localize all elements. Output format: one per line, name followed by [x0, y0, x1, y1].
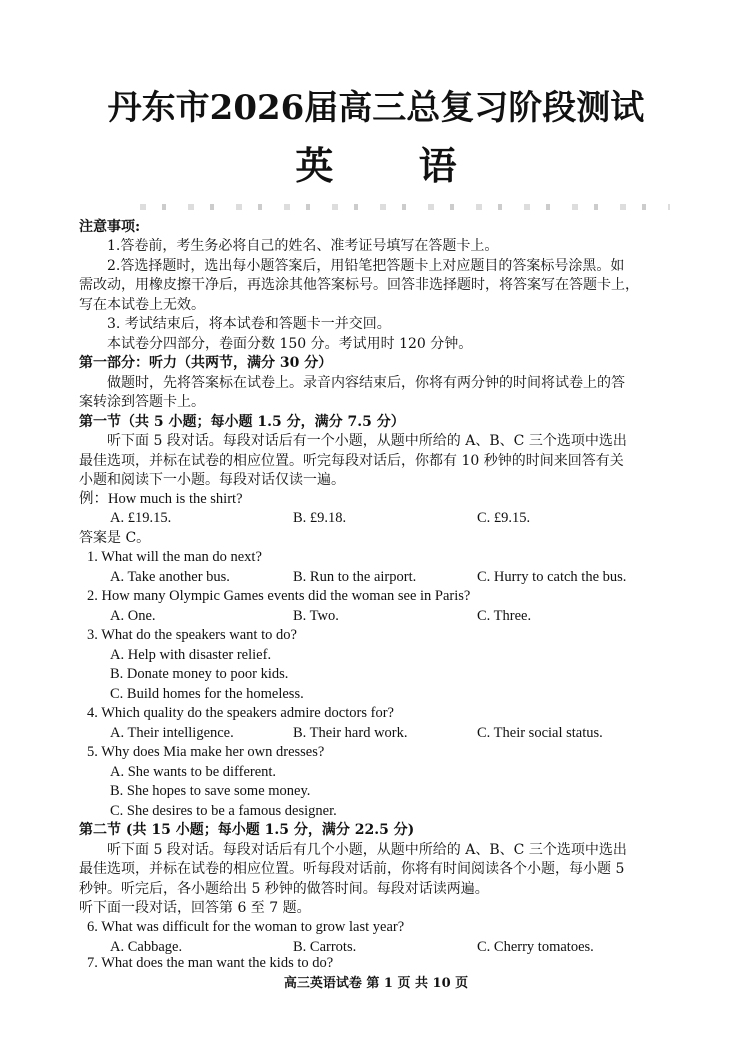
question-1: 1. What will the man do next? [87, 549, 262, 565]
q3-option-b: B. Donate money to poor kids. [110, 666, 289, 682]
q6-option-c: C. Cherry tomatoes. [477, 939, 594, 955]
section1-heading: 第一节（共 5 小题；每小题 1.5 分，满分 7.5 分） [79, 414, 405, 430]
note-4: 本试卷分四部分，卷面分数 150 分。考试用时 120 分钟。 [107, 336, 473, 352]
question-2: 2. How many Olympic Games events did the woman see in Paris? [87, 588, 471, 604]
page-footer: 高三英语试卷 第 1 页 共 10 页 [283, 976, 469, 991]
note-2-line-1: 2.答选择题时，选出每小题答案后，用铅笔把答题卡上对应题目的答案标号涂黑。如 [107, 258, 625, 274]
q1-option-b: B. Run to the airport. [293, 569, 417, 585]
example-option-a: A. £19.15. [110, 510, 172, 526]
q5-option-c: C. She desires to be a famous designer. [110, 803, 337, 819]
q1-option-c: C. Hurry to catch the bus. [477, 569, 627, 585]
section1-intro-line-3: 小题和阅读下一小题。每段对话仅读一遍。 [79, 472, 345, 488]
note-3: 3. 考试结束后，将本试卷和答题卡一并交回。 [107, 316, 391, 332]
q5-option-a: A. She wants to be different. [110, 764, 277, 780]
example-option-c: C. £9.15. [477, 510, 531, 526]
q4-option-b: B. Their hard work. [293, 725, 408, 741]
part1-heading: 第一部分：听力（共两节，满分 30 分） [79, 355, 333, 371]
q4-option-a: A. Their intelligence. [110, 725, 234, 741]
q6-option-a: A. Cabbage. [110, 939, 183, 955]
section2-intro-line-3: 秒钟。听完后，各小题给出 5 秒钟的做答时间。每段对话读两遍。 [79, 881, 489, 897]
q3-option-c: C. Build homes for the homeless. [110, 686, 304, 702]
section2-group-1-instruction: 听下面一段对话，回答第 6 至 7 题。 [79, 900, 311, 916]
q6-option-b: B. Carrots. [293, 939, 357, 955]
q2-option-a: A. One. [110, 608, 156, 624]
note-1: 1.答卷前，考生务必将自己的姓名、准考证号填写在答题卡上。 [107, 238, 499, 254]
section2-intro-line-2: 最佳选项，并标在试卷的相应位置。听每段对话前，你将有时间阅读各个小题，每小题 5 [79, 861, 625, 877]
scan-noise-strip [140, 204, 670, 210]
question-6: 6. What was difficult for the woman to grow last year? [87, 919, 405, 935]
q2-option-c: C. Three. [477, 608, 532, 624]
part1-intro-line-1: 做题时，先将答案标在试卷上。录音内容结束后，你将有两分钟的时间将试卷上的答 [107, 375, 625, 391]
section2-intro-line-1: 听下面 5 段对话。每段对话后有几个小题，从题中所给的 A、B、C 三个选项中选出 [107, 842, 627, 858]
notes-heading: 注意事项: [79, 219, 141, 235]
question-7: 7. What does the man want the kids to do? [87, 955, 334, 971]
exam-title: 丹东市2026届高三总复习阶段测试 [107, 88, 645, 128]
section1-intro-line-2: 最佳选项，并标在试卷的相应位置。听完每段对话后，你都有 10 秒钟的时间来回答有关 [79, 453, 624, 469]
example-option-b: B. £9.18. [293, 510, 347, 526]
section2-heading: 第二节 (共 15 小题；每小题 1.5 分，满分 22.5 分) [79, 822, 415, 838]
part1-intro-line-2: 案转涂到答题卡上。 [79, 394, 205, 410]
q5-option-b: B. She hopes to save some money. [110, 783, 311, 799]
note-2-line-3: 写在本试卷上无效。 [79, 297, 205, 313]
example-question: 例：How much is the shirt? [79, 491, 243, 507]
example-answer: 答案是 C。 [79, 530, 151, 546]
q2-option-b: B. Two. [293, 608, 339, 624]
section1-intro-line-1: 听下面 5 段对话。每段对话后有一个小题，从题中所给的 A、B、C 三个选项中选出 [107, 433, 627, 449]
exam-subject: 英 语 [295, 143, 493, 188]
note-2-line-2: 需改动，用橡皮擦干净后，再选涂其他答案标号。回答非选择题时，将答案写在答题卡上， [79, 277, 639, 293]
question-4: 4. Which quality do the speakers admire doctors for? [87, 705, 394, 721]
q3-option-a: A. Help with disaster relief. [110, 647, 272, 663]
q1-option-a: A. Take another bus. [110, 569, 230, 585]
question-3: 3. What do the speakers want to do? [87, 627, 297, 643]
question-5: 5. Why does Mia make her own dresses? [87, 744, 325, 760]
q4-option-c: C. Their social status. [477, 725, 603, 741]
